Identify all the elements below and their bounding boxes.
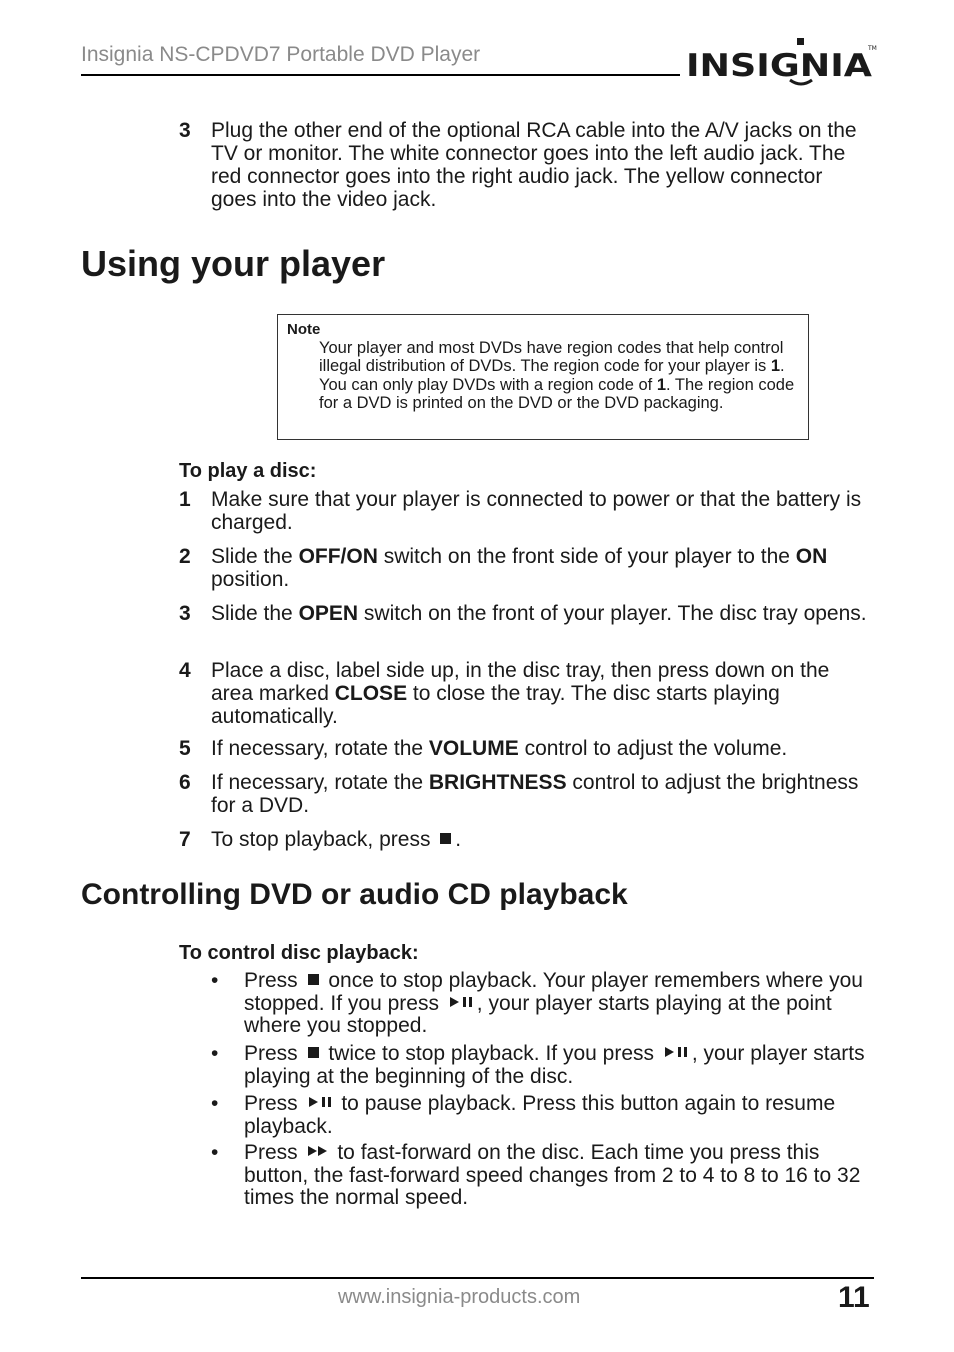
play-pause-icon bbox=[663, 1046, 689, 1058]
header-rule bbox=[81, 74, 680, 76]
fast-forward-icon bbox=[307, 1145, 329, 1157]
svg-text:TM: TM bbox=[868, 45, 877, 52]
subhead-control-playback: To control disc playback: bbox=[179, 942, 419, 964]
footer-url: www.insignia-products.com bbox=[338, 1286, 581, 1308]
page-number: 11 bbox=[838, 1281, 870, 1314]
header-title: Insignia NS-CPDVD7 Portable DVD Player bbox=[81, 43, 481, 66]
step-number: 3 bbox=[179, 119, 191, 142]
play-pause-icon bbox=[448, 996, 474, 1008]
stop-icon bbox=[308, 1047, 319, 1058]
section-title-using-player: Using your player bbox=[81, 243, 386, 284]
stop-icon bbox=[440, 833, 451, 844]
step-text: Plug the other end of the optional RCA cable into the A/V jacks on the TV or monitor. The white connector goes into the left audio jack. The red connector goes into the right audio jack. The yellow connector goes into the video jack. bbox=[211, 119, 857, 211]
section-title-controlling-playback: Controlling DVD or audio CD playback bbox=[81, 878, 628, 911]
note-label: Note bbox=[287, 321, 321, 338]
insignia-logo bbox=[686, 36, 878, 88]
note-text: Your player and most DVDs have region codes that help control illegal distribution of DVDs. The region code for your player is 1. You can only play DVDs with a region code of 1. The region code for a DVD is printed on the DVD or the DVD packaging. bbox=[319, 339, 795, 412]
note-box bbox=[277, 314, 809, 440]
footer-rule bbox=[81, 1277, 874, 1279]
play-pause-icon bbox=[307, 1096, 333, 1108]
stop-icon bbox=[308, 974, 319, 985]
svg-text:INSIGNIA: INSIGNIA bbox=[686, 48, 872, 84]
subhead-play-disc: To play a disc: bbox=[179, 460, 317, 482]
